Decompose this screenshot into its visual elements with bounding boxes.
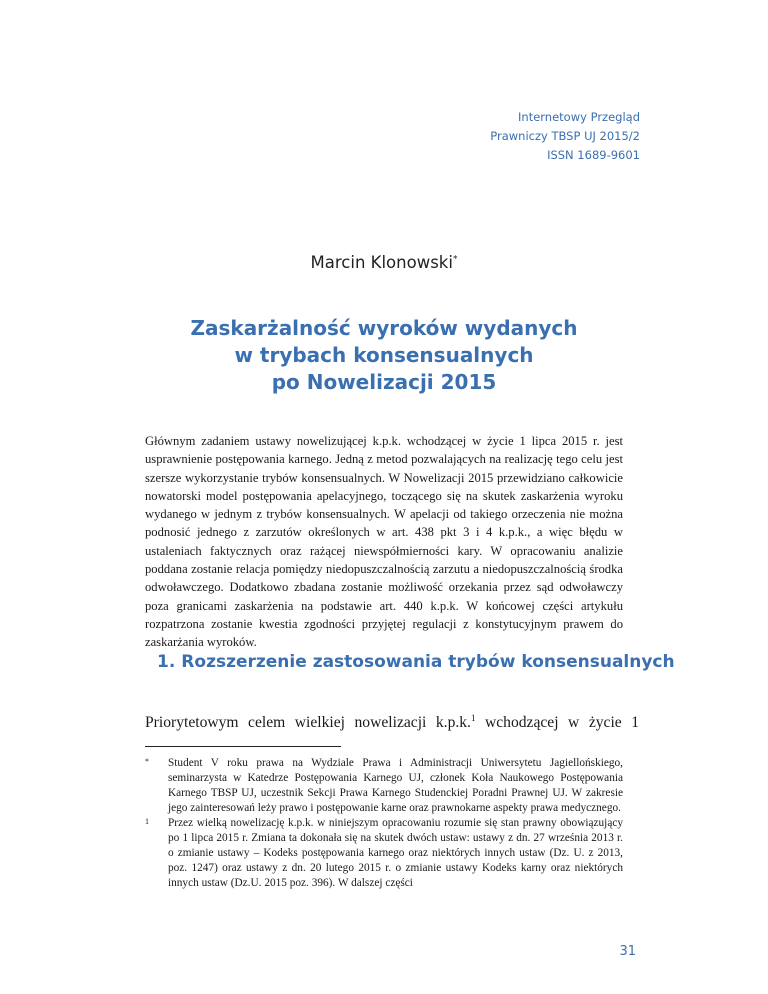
footnote-reference[interactable]: 1 xyxy=(470,713,476,723)
title-line-1: Zaskarżalność wyroków wydanych xyxy=(190,316,578,340)
author-footnote-marker: * xyxy=(452,254,458,265)
journal-issn: ISSN 1689-9601 xyxy=(547,148,640,162)
author-name: Marcin Klonowski xyxy=(310,253,453,272)
article-title xyxy=(0,315,768,396)
page-number: 31 xyxy=(619,944,636,959)
footnote-separator xyxy=(145,746,341,747)
section-title: Rozszerzenie zastosowania trybów konsensualnych xyxy=(181,652,675,672)
journal-name-line-1: Internetowy Przegląd xyxy=(518,110,640,124)
footnote-text: Przez wielką nowelizację k.p.k. w niniejszym opracowaniu rozumie się stan prawny obowiązujący po 1 lipca 2015 r. Zmiana ta dokonała się na skutek dwóch ustaw: ustawy z dn. 27 września 2013 r. o zmianie ustawy – Kodeks postępowania karnego oraz niektórych innych ustaw (Dz. U. z 2013, poz. 1247) oraz ustawy z dn. 20 lutego 2015 r. o zmianie ustawy Kodeks karny oraz niektórych innych ustaw (Dz.U. 2015 poz. 396). W dalszej części xyxy=(168,817,623,889)
footnote-1 xyxy=(145,816,623,891)
body-text-end: wchodzącej w życie 1 xyxy=(475,714,640,732)
footnote-marker: 1 xyxy=(145,817,149,826)
title-line-3: po Nowelizacji 2015 xyxy=(271,370,497,394)
footnotes xyxy=(145,756,623,891)
section-number: 1. xyxy=(157,652,176,672)
journal-header xyxy=(340,108,640,165)
author xyxy=(0,253,768,272)
abstract: Głównym zadaniem ustawy nowelizującej k.p.k. wchodzącej w życie 1 lipca 2015 r. jest usprawnienie postępowania karnego. Jedną z metod pozwalających na realizację tego celu jest szersze wykorzystanie trybów konsensualnych. W Nowelizacji 2015 przewidziano całkowicie nowatorski model postępowania apelacyjnego, toczącego się na skutek zaskarżenia wyroku wydanego w jednym z trybów konsensualnych. W apelacji od takiego orzeczenia nie można podnosić jednego z zarzutów określonych w art. 438 pkt 3 i 4 k.p.k., a więc błędu w ustaleniach faktycznych oraz rażącej niewspółmierności kary. W opracowaniu analizie poddana zostanie relacja pomiędzy niedopuszczalnością zarzutu a niedopuszczalnością środka odwoławczego. Dodatkowo zbadana zostanie możliwość orzekania przez sąd odwoławczy poza granicami zaskarżenia na podstawie art. 440 k.p.k. W końcowej części artykułu rozpatrzona zostanie kwestia zgodności przyjętej regulacji z konstytucyjnym prawem do zaskarżania wyroków. xyxy=(145,434,623,650)
body-paragraph xyxy=(145,713,639,732)
footnote-text: Student V roku prawa na Wydziale Prawa i Administracji Uniwersytetu Jagiellońskiego, seminarzysta w Katedrze Postępowania Karnego UJ, członek Koła Naukowego Postępowania Karnego TBSP UJ, uczestnik Sekcji Prawa Karnego Studenckiej Poradni Prawnej UJ. W zakresie jego zainteresowań leży prawo i postępowanie karne oraz prawnokarne aspekty prawa medycznego. xyxy=(168,757,623,814)
footnote-marker: * xyxy=(145,757,149,766)
journal-name-line-2: Prawniczy TBSP UJ 2015/2 xyxy=(490,129,640,143)
body-text-start: Priorytetowym celem wielkiej nowelizacji k.p.k. xyxy=(145,714,471,732)
section-heading xyxy=(157,652,677,672)
title-line-2: w trybach konsensualnych xyxy=(234,343,534,367)
footnote-author xyxy=(145,756,623,816)
